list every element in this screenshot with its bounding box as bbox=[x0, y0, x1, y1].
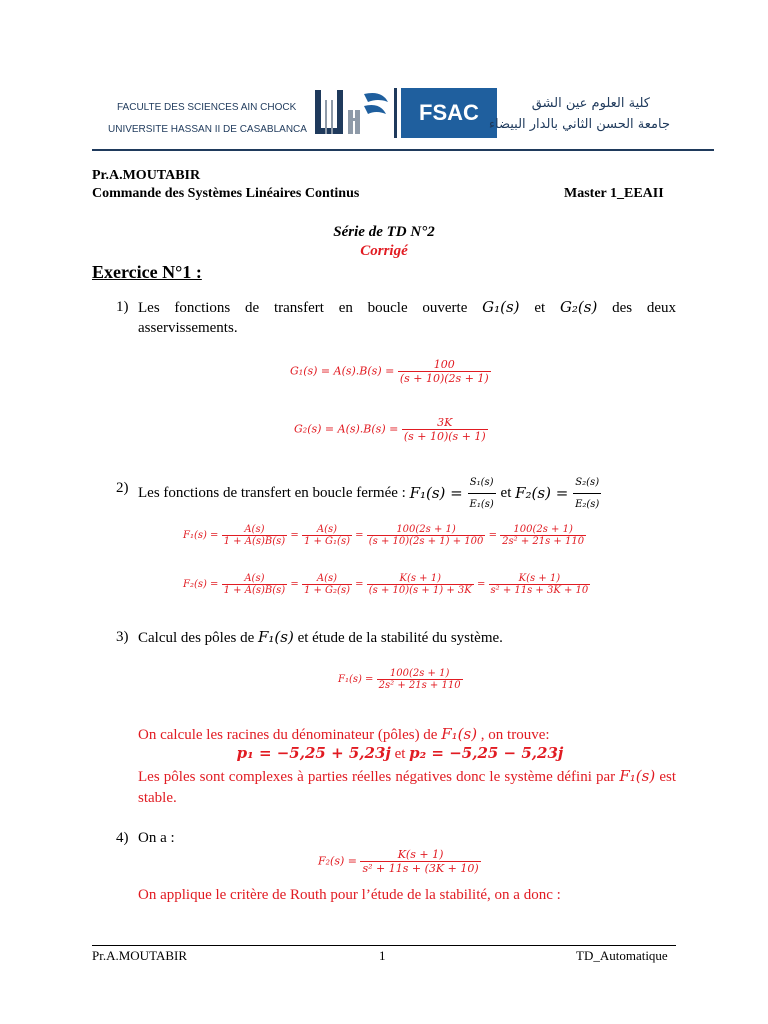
faculty-name-ar-line2: جامعة الحسن الثاني بالدار البيضاء bbox=[488, 117, 670, 132]
question-1-continuation: asservissements. bbox=[138, 320, 238, 336]
f1-symbol: F₁(s) bbox=[257, 628, 294, 646]
f1-frac-c bbox=[367, 524, 486, 547]
f1-frac-c-num: 100(2s + 1) bbox=[396, 524, 456, 535]
footer-rule bbox=[92, 945, 676, 946]
faculty-name-ar-line1: كلية العلوم عين الشق bbox=[531, 96, 650, 111]
f2-frac-d bbox=[489, 573, 591, 596]
f1-frac-d-num: 100(2s + 1) bbox=[513, 524, 573, 535]
f2-frac-c-num: K(s + 1) bbox=[399, 573, 441, 584]
f1-frac-c-den: (s + 10)(2s + 1) + 100 bbox=[368, 536, 484, 547]
stability-conclusion bbox=[138, 766, 676, 809]
f1-lhs: F₁(s) = bbox=[183, 530, 219, 541]
faculty-name-fr-line2: UNIVERSITE HASSAN II DE CASABLANCA bbox=[108, 124, 307, 135]
f1-frac-d bbox=[500, 524, 586, 547]
equation-f1-simplified bbox=[338, 668, 463, 691]
f2-def-fraction bbox=[573, 472, 601, 515]
question-1-number: 1) bbox=[116, 299, 129, 315]
g1-fraction bbox=[398, 358, 491, 385]
g2-symbol: G₂(s) bbox=[559, 298, 598, 316]
f2-frac-d-num: K(s + 1) bbox=[518, 573, 561, 584]
poles-intro-b: , on trouve: bbox=[480, 727, 550, 743]
question-1-text-a: Les fonctions de transfert en boucle ouverte bbox=[138, 300, 468, 316]
conclusion-a: Les pôles sont complexes à parties réelles négatives donc le système défini par bbox=[138, 769, 616, 785]
question-1-and: et bbox=[534, 300, 546, 316]
conclusion-b: est stable. bbox=[138, 769, 676, 806]
f1-def-lhs: F₁(s) = bbox=[409, 483, 463, 502]
logo-separator bbox=[394, 88, 397, 138]
page-number: 1 bbox=[379, 948, 386, 963]
f2s-numerator: K(s + 1) bbox=[397, 848, 444, 861]
equals-sign: = bbox=[476, 579, 486, 590]
f1-frac-a bbox=[222, 524, 288, 547]
question-3-text bbox=[138, 627, 503, 649]
equation-g1 bbox=[290, 358, 491, 385]
header-rule bbox=[92, 149, 714, 151]
f1-symbol: F₁(s) bbox=[441, 725, 478, 743]
f1-def-denominator: E₁(s) bbox=[468, 493, 496, 515]
question-1-text-c-part: des deux bbox=[612, 300, 677, 316]
equals-sign: = bbox=[355, 579, 364, 590]
poles-values bbox=[0, 743, 768, 765]
header bbox=[0, 0, 768, 160]
exercise-heading: Exercice N°1 : bbox=[92, 262, 202, 282]
equals-sign: = bbox=[290, 530, 299, 541]
faculty-name-fr-line1: FACULTE DES SCIENCES AIN CHOCK bbox=[117, 102, 297, 113]
f2-definition bbox=[515, 477, 601, 510]
f2-frac-d-den: s² + 11s + 3K + 10 bbox=[490, 585, 589, 596]
pole-p2: p₂ = −5,25 − 5,23j bbox=[409, 744, 564, 762]
series-title: Série de TD N°2 bbox=[333, 224, 435, 240]
g1-symbol: G₁(s) bbox=[482, 298, 520, 316]
f2-frac-b bbox=[302, 573, 352, 596]
equation-f1-chain bbox=[183, 524, 586, 547]
f2-frac-c-den: (s + 10)(s + 1) + 3K bbox=[368, 585, 472, 596]
f2s-lhs: F₂(s) = bbox=[318, 854, 357, 868]
f2-def-numerator: S₂(s) bbox=[575, 477, 600, 488]
equation-g2 bbox=[294, 416, 488, 443]
equation-f2-chain bbox=[183, 573, 590, 596]
equals-sign: = bbox=[355, 530, 364, 541]
f1-definition bbox=[409, 477, 501, 510]
series-subtitle: Corrigé bbox=[360, 243, 408, 259]
f2-lhs: F₂(s) = bbox=[183, 579, 219, 590]
f1-def-fraction bbox=[468, 472, 496, 515]
g1-denominator: (s + 10)(2s + 1) bbox=[399, 372, 489, 385]
poles-and: et bbox=[394, 746, 406, 762]
f2s-fraction bbox=[360, 848, 480, 875]
g1-lhs: G₁(s) = A(s).B(s) = bbox=[290, 364, 395, 378]
question-1-text bbox=[138, 297, 676, 319]
question-2-text bbox=[138, 472, 601, 515]
f1s-numerator: 100(2s + 1) bbox=[389, 668, 450, 679]
f2-frac-a-den: 1 + A(s)B(s) bbox=[223, 585, 286, 596]
f2-def-lhs: F₂(s) = bbox=[515, 483, 569, 502]
course-level: Master 1_EEAII bbox=[564, 186, 664, 201]
f1-frac-b-num: A(s) bbox=[316, 524, 338, 535]
f2s-denominator: s² + 11s + (3K + 10) bbox=[362, 862, 479, 875]
f2-frac-a bbox=[222, 573, 288, 596]
f1-symbol: F₁(s) bbox=[619, 767, 656, 785]
author-name: Pr.A.MOUTABIR bbox=[92, 168, 201, 183]
f2-frac-a-num: A(s) bbox=[244, 573, 265, 584]
f1-frac-a-den: 1 + A(s)B(s) bbox=[223, 536, 286, 547]
footer-author: Pr.A.MOUTABIR bbox=[92, 948, 188, 963]
question-3-number: 3) bbox=[116, 629, 129, 645]
poles-intro-a: On calcule les racines du dénominateur (pôles) de bbox=[138, 727, 438, 743]
f2-def-denominator: E₂(s) bbox=[573, 493, 601, 515]
f2-frac-c bbox=[367, 573, 474, 596]
f1-def-numerator: S₁(s) bbox=[469, 477, 494, 488]
equation-f2-simplified bbox=[318, 848, 481, 875]
f1-frac-b bbox=[302, 524, 352, 547]
f1-frac-d-den: 2s² + 21s + 110 bbox=[502, 536, 585, 547]
university-logo-icon bbox=[312, 88, 392, 138]
g2-fraction bbox=[402, 416, 488, 443]
question-2-and: et bbox=[500, 485, 512, 501]
question-2-number: 2) bbox=[116, 480, 129, 496]
f2-frac-b-den: 1 + G₂(s) bbox=[303, 585, 350, 596]
question-3-text-a: Calcul des pôles de bbox=[138, 630, 255, 646]
routh-intro: On applique le critère de Routh pour l’étude de la stabilité, on a donc : bbox=[138, 887, 561, 903]
question-4-number: 4) bbox=[116, 830, 129, 846]
fsac-logo-text: FSAC bbox=[419, 100, 479, 125]
f1-frac-a-num: A(s) bbox=[244, 524, 265, 535]
f1s-fraction bbox=[377, 668, 463, 691]
pole-p1: p₁ = −5,25 + 5,23j bbox=[236, 744, 391, 762]
f1-frac-b-den: 1 + G₁(s) bbox=[303, 536, 350, 547]
g2-denominator: (s + 10)(s + 1) bbox=[403, 430, 486, 443]
f2-frac-b-num: A(s) bbox=[316, 573, 338, 584]
f1s-lhs: F₁(s) = bbox=[338, 674, 374, 685]
question-4-text: On a : bbox=[138, 830, 175, 846]
equals-sign: = bbox=[488, 530, 497, 541]
question-3-text-b: et étude de la stabilité du système. bbox=[297, 630, 503, 646]
course-title: Commande des Systèmes Linéaires Continus bbox=[92, 186, 360, 201]
g2-numerator: 3K bbox=[437, 416, 453, 429]
footer-course: TD_Automatique bbox=[576, 948, 668, 963]
f1s-denominator: 2s² + 21s + 110 bbox=[378, 680, 461, 691]
equals-sign: = bbox=[290, 579, 299, 590]
question-2-label: Les fonctions de transfert en boucle fermée : bbox=[138, 485, 406, 501]
g1-numerator: 100 bbox=[433, 358, 455, 371]
g2-lhs: G₂(s) = A(s).B(s) = bbox=[294, 422, 399, 436]
